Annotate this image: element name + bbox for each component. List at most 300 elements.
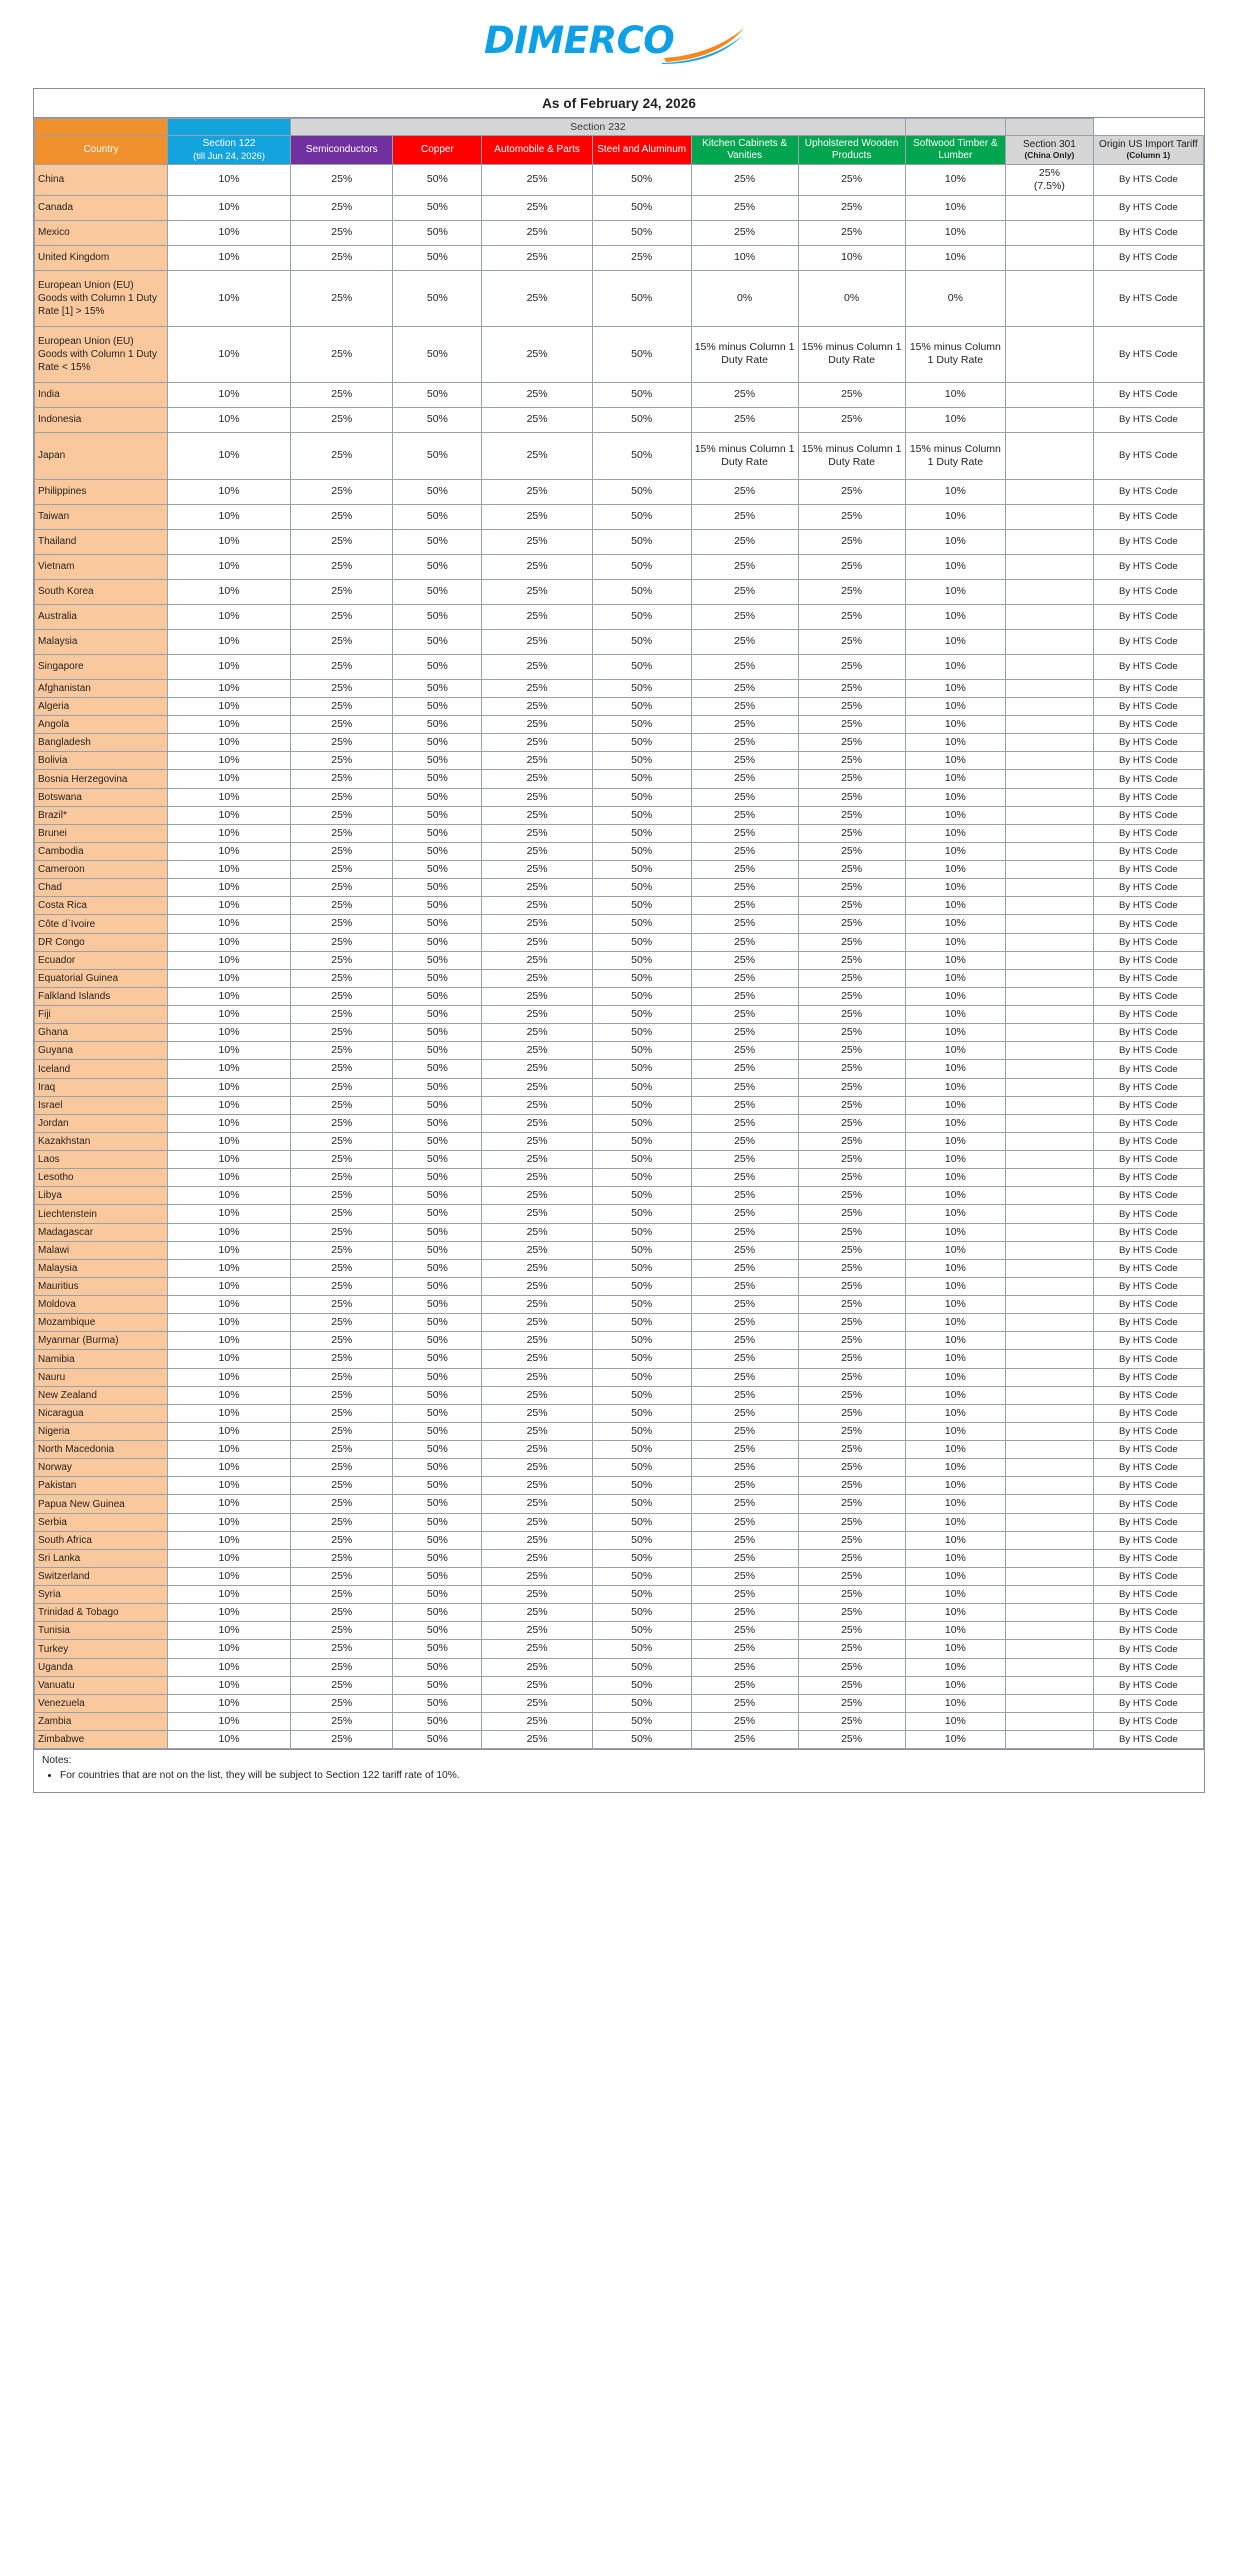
cell-rate: 10%	[905, 554, 1006, 579]
cell-rate	[1006, 245, 1094, 270]
cell-rate: 25%	[291, 1314, 393, 1332]
cell-rate: 10%	[905, 1459, 1006, 1477]
table-row	[35, 1604, 1204, 1622]
col-header-semiconductors[interactable]	[291, 136, 393, 165]
table-row	[35, 1078, 1204, 1096]
cell-origin-tariff: By HTS Code	[1093, 1006, 1203, 1024]
cell-rate: 25%	[798, 933, 905, 951]
cell-origin-tariff: By HTS Code	[1093, 1368, 1203, 1386]
cell-rate	[1006, 679, 1094, 697]
table-row	[35, 1096, 1204, 1114]
col-header-steel-aluminum[interactable]	[592, 136, 691, 165]
cell-rate: 10%	[905, 788, 1006, 806]
cell-rate: 25%	[691, 1640, 798, 1658]
cell-rate: 25%	[798, 1132, 905, 1150]
col-header-origin[interactable]	[1093, 136, 1203, 165]
cell-country: Turkey	[35, 1640, 168, 1658]
cell-rate: 50%	[592, 1549, 691, 1567]
cell-rate: 25%	[798, 1567, 905, 1585]
cell-country: Ecuador	[35, 951, 168, 969]
cell-rate: 25%	[291, 734, 393, 752]
cell-rate: 50%	[592, 734, 691, 752]
cell-rate: 50%	[592, 1531, 691, 1549]
cell-rate: 50%	[393, 987, 482, 1005]
cell-rate: 50%	[393, 579, 482, 604]
cell-rate: 25%	[691, 654, 798, 679]
cell-rate: 10%	[905, 716, 1006, 734]
cell-country: South Africa	[35, 1531, 168, 1549]
col-header-section301[interactable]	[1006, 136, 1094, 165]
cell-rate	[1006, 220, 1094, 245]
cell-origin-tariff: By HTS Code	[1093, 897, 1203, 915]
table-row	[35, 1024, 1204, 1042]
cell-rate: 25%	[798, 1712, 905, 1730]
cell-rate: 10%	[167, 951, 290, 969]
cell-country: Bosnia Herzegovina	[35, 770, 168, 788]
cell-rate: 50%	[592, 1277, 691, 1295]
cell-country: Fiji	[35, 1006, 168, 1024]
cell-rate: 50%	[393, 1441, 482, 1459]
cell-rate: 25%	[291, 1549, 393, 1567]
cell-origin-tariff: By HTS Code	[1093, 479, 1203, 504]
cell-rate: 25%	[691, 1731, 798, 1749]
cell-rate	[1006, 1151, 1094, 1169]
col-header-upholstered[interactable]	[798, 136, 905, 165]
cell-rate: 25%	[691, 1422, 798, 1440]
column-header-row	[35, 136, 1204, 165]
cell-country: Cambodia	[35, 842, 168, 860]
cell-rate: 25%	[482, 1694, 592, 1712]
cell-rate: 50%	[393, 629, 482, 654]
cell-rate: 10%	[905, 1731, 1006, 1749]
table-row	[35, 1132, 1204, 1150]
cell-rate: 25%	[798, 579, 905, 604]
cell-rate: 25%	[798, 164, 905, 195]
cell-country: Thailand	[35, 529, 168, 554]
table-row	[35, 897, 1204, 915]
cell-rate: 10%	[905, 1658, 1006, 1676]
cell-rate: 50%	[592, 270, 691, 326]
cell-origin-tariff: By HTS Code	[1093, 1223, 1203, 1241]
cell-origin-tariff: By HTS Code	[1093, 629, 1203, 654]
cell-rate: 50%	[592, 788, 691, 806]
cell-rate: 10%	[167, 1422, 290, 1440]
cell-rate: 25%	[291, 1459, 393, 1477]
cell-rate: 50%	[393, 1096, 482, 1114]
cell-country: Lesotho	[35, 1169, 168, 1187]
cell-rate: 25%	[798, 1006, 905, 1024]
cell-rate: 50%	[393, 1622, 482, 1640]
cell-country: Zambia	[35, 1712, 168, 1730]
cell-rate: 25%	[291, 1567, 393, 1585]
cell-rate: 25%	[691, 220, 798, 245]
table-row	[35, 1259, 1204, 1277]
cell-rate: 25%	[291, 1694, 393, 1712]
cell-rate: 50%	[592, 1132, 691, 1150]
col-header-country[interactable]	[35, 136, 168, 165]
cell-rate: 10%	[167, 220, 290, 245]
cell-rate: 50%	[393, 479, 482, 504]
cell-rate: 25%	[482, 554, 592, 579]
cell-rate: 10%	[905, 1350, 1006, 1368]
table-head	[35, 119, 1204, 165]
col-header-softwood[interactable]	[905, 136, 1006, 165]
cell-rate: 25%	[482, 432, 592, 479]
cell-origin-tariff: By HTS Code	[1093, 770, 1203, 788]
col-header-section122[interactable]	[167, 136, 290, 165]
cell-rate: 10%	[167, 1151, 290, 1169]
cell-rate: 25%	[798, 1078, 905, 1096]
cell-rate: 25%	[482, 604, 592, 629]
cell-rate: 10%	[905, 479, 1006, 504]
cell-rate: 25%	[482, 842, 592, 860]
cell-rate: 10%	[167, 969, 290, 987]
cell-rate: 25%	[482, 270, 592, 326]
cell-rate: 25%	[691, 1296, 798, 1314]
cell-rate: 50%	[393, 1477, 482, 1495]
cell-rate: 25%	[291, 1622, 393, 1640]
cell-rate: 10%	[167, 824, 290, 842]
cell-rate: 25%	[691, 1060, 798, 1078]
cell-rate: 10%	[905, 1513, 1006, 1531]
cell-country: Nigeria	[35, 1422, 168, 1440]
cell-rate: 25%	[291, 969, 393, 987]
cell-rate: 25%	[291, 1296, 393, 1314]
cell-rate: 25%	[691, 1314, 798, 1332]
table-row	[35, 1531, 1204, 1549]
cell-rate: 25%	[291, 1223, 393, 1241]
cell-rate: 25%	[482, 1658, 592, 1676]
cell-rate: 50%	[393, 1731, 482, 1749]
cell-rate: 10%	[905, 1441, 1006, 1459]
cell-rate: 25%	[291, 806, 393, 824]
cell-rate: 10%	[167, 1296, 290, 1314]
cell-rate: 10%	[905, 1187, 1006, 1205]
table-row	[35, 861, 1204, 879]
cell-rate: 25%	[798, 1332, 905, 1350]
cell-rate: 10%	[167, 1604, 290, 1622]
cell-rate: 50%	[393, 933, 482, 951]
cell-rate: 25%	[691, 1078, 798, 1096]
cell-rate: 10%	[905, 1006, 1006, 1024]
cell-rate: 50%	[592, 1006, 691, 1024]
cell-rate: 50%	[393, 1132, 482, 1150]
cell-rate: 25%	[291, 824, 393, 842]
cell-rate: 10%	[167, 579, 290, 604]
cell-rate: 50%	[592, 824, 691, 842]
cell-origin-tariff: By HTS Code	[1093, 1096, 1203, 1114]
table-row	[35, 806, 1204, 824]
cell-rate: 25%	[482, 1187, 592, 1205]
cell-rate: 10%	[905, 1096, 1006, 1114]
cell-origin-tariff: By HTS Code	[1093, 1477, 1203, 1495]
cell-country: Brunei	[35, 824, 168, 842]
cell-rate: 10%	[905, 220, 1006, 245]
cell-rate: 25%	[482, 1006, 592, 1024]
cell-rate: 25%	[291, 1422, 393, 1440]
col-header-copper[interactable]	[393, 136, 482, 165]
cell-origin-tariff: By HTS Code	[1093, 382, 1203, 407]
cell-rate: 10%	[905, 1477, 1006, 1495]
cell-rate: 25%	[291, 554, 393, 579]
band-country-spacer	[35, 119, 168, 136]
table-row	[35, 842, 1204, 860]
cell-rate: 10%	[167, 1350, 290, 1368]
cell-rate: 25%	[798, 987, 905, 1005]
cell-rate: 10%	[905, 1422, 1006, 1440]
cell-rate: 25%	[482, 1314, 592, 1332]
table-row	[35, 164, 1204, 195]
cell-rate: 25%	[798, 1386, 905, 1404]
cell-rate: 10%	[167, 1096, 290, 1114]
cell-country: Madagascar	[35, 1223, 168, 1241]
cell-rate: 50%	[393, 1187, 482, 1205]
cell-rate: 10%	[905, 1314, 1006, 1332]
cell-origin-tariff: By HTS Code	[1093, 1441, 1203, 1459]
cell-rate: 50%	[592, 1314, 691, 1332]
cell-rate: 25%	[482, 752, 592, 770]
cell-rate: 25%	[691, 164, 798, 195]
cell-rate: 25%	[798, 504, 905, 529]
cell-rate: 25%	[798, 1658, 905, 1676]
cell-rate: 50%	[592, 897, 691, 915]
cell-rate: 25%	[691, 554, 798, 579]
table-row	[35, 697, 1204, 715]
cell-rate: 50%	[393, 529, 482, 554]
cell-rate: 25%	[798, 861, 905, 879]
cell-rate: 50%	[592, 1078, 691, 1096]
cell-rate: 25%	[691, 1604, 798, 1622]
cell-rate: 25%	[691, 1114, 798, 1132]
cell-rate: 25%	[798, 1422, 905, 1440]
cell-rate	[1006, 752, 1094, 770]
table-row	[35, 1169, 1204, 1187]
cell-rate: 25%	[691, 969, 798, 987]
cell-rate: 10%	[167, 1060, 290, 1078]
cell-rate: 10%	[167, 1042, 290, 1060]
col-header-kitchen[interactable]	[691, 136, 798, 165]
cell-rate: 50%	[393, 679, 482, 697]
cell-rate: 10%	[905, 164, 1006, 195]
cell-country: Cameroon	[35, 861, 168, 879]
cell-rate: 25%	[691, 382, 798, 407]
cell-rate: 50%	[393, 1314, 482, 1332]
cell-rate: 50%	[592, 770, 691, 788]
table-row	[35, 326, 1204, 382]
cell-rate: 25%	[798, 1622, 905, 1640]
cell-origin-tariff: By HTS Code	[1093, 734, 1203, 752]
cell-rate	[1006, 1259, 1094, 1277]
cell-rate: 10%	[167, 897, 290, 915]
cell-rate: 25%	[482, 629, 592, 654]
cell-rate	[1006, 326, 1094, 382]
cell-rate: 50%	[393, 245, 482, 270]
cell-rate: 25%	[798, 915, 905, 933]
cell-rate	[1006, 1024, 1094, 1042]
table-row	[35, 407, 1204, 432]
cell-rate	[1006, 382, 1094, 407]
cell-rate: 10%	[167, 529, 290, 554]
cell-rate: 25%	[691, 1096, 798, 1114]
cell-rate: 25%	[691, 579, 798, 604]
cell-rate	[1006, 1006, 1094, 1024]
cell-rate: 50%	[592, 1259, 691, 1277]
cell-rate	[1006, 195, 1094, 220]
table-row	[35, 770, 1204, 788]
col-header-automobile[interactable]	[482, 136, 592, 165]
cell-rate: 25%	[482, 245, 592, 270]
cell-rate: 50%	[393, 604, 482, 629]
table-row	[35, 1114, 1204, 1132]
cell-rate: 10%	[905, 1042, 1006, 1060]
cell-country: Malaysia	[35, 629, 168, 654]
cell-rate: 25%	[482, 1640, 592, 1658]
cell-rate: 25%	[691, 933, 798, 951]
cell-rate: 50%	[393, 1640, 482, 1658]
cell-rate	[1006, 1640, 1094, 1658]
cell-rate: 25% (7.5%)	[1006, 164, 1094, 195]
note-item: • For countries that are not on the list, they will be subject to Section 122 tariff rate of 10%.	[60, 1769, 1196, 1784]
cell-rate: 25%	[482, 1586, 592, 1604]
cell-origin-tariff: By HTS Code	[1093, 1169, 1203, 1187]
table-row	[35, 788, 1204, 806]
cell-rate: 50%	[393, 897, 482, 915]
cell-rate: 10%	[905, 1024, 1006, 1042]
cell-country: Equatorial Guinea	[35, 969, 168, 987]
cell-origin-tariff: By HTS Code	[1093, 270, 1203, 326]
cell-origin-tariff: By HTS Code	[1093, 1694, 1203, 1712]
cell-rate: 25%	[691, 1205, 798, 1223]
cell-rate: 50%	[592, 752, 691, 770]
cell-rate: 50%	[592, 382, 691, 407]
cell-rate: 25%	[482, 1151, 592, 1169]
cell-rate: 10%	[905, 195, 1006, 220]
cell-rate	[1006, 1694, 1094, 1712]
cell-country: Taiwan	[35, 504, 168, 529]
cell-rate: 10%	[167, 1531, 290, 1549]
cell-rate: 10%	[905, 1694, 1006, 1712]
cell-rate: 25%	[798, 554, 905, 579]
cell-rate: 25%	[691, 1676, 798, 1694]
cell-rate	[1006, 1513, 1094, 1531]
table-row	[35, 432, 1204, 479]
cell-rate: 50%	[393, 951, 482, 969]
cell-rate: 25%	[291, 1060, 393, 1078]
cell-rate: 25%	[691, 879, 798, 897]
cell-rate: 50%	[393, 1223, 482, 1241]
cell-rate: 25%	[798, 604, 905, 629]
cell-origin-tariff: By HTS Code	[1093, 1132, 1203, 1150]
cell-rate: 50%	[393, 504, 482, 529]
cell-rate: 50%	[393, 788, 482, 806]
cell-rate: 10%	[905, 1495, 1006, 1513]
cell-country: Guyana	[35, 1042, 168, 1060]
cell-rate: 10%	[905, 987, 1006, 1005]
cell-rate: 25%	[691, 716, 798, 734]
cell-rate: 10%	[167, 1223, 290, 1241]
cell-rate: 25%	[691, 1042, 798, 1060]
cell-origin-tariff: By HTS Code	[1093, 1259, 1203, 1277]
cell-country: Jordan	[35, 1114, 168, 1132]
cell-rate: 25%	[482, 1296, 592, 1314]
table-row	[35, 679, 1204, 697]
cell-origin-tariff: By HTS Code	[1093, 842, 1203, 860]
cell-rate: 25%	[691, 1404, 798, 1422]
cell-country: Tunisia	[35, 1622, 168, 1640]
cell-rate: 50%	[592, 933, 691, 951]
cell-rate: 50%	[592, 1731, 691, 1749]
cell-rate: 10%	[167, 1241, 290, 1259]
cell-rate	[1006, 1422, 1094, 1440]
tariff-table-frame	[33, 88, 1205, 1750]
cell-rate: 50%	[393, 1350, 482, 1368]
cell-rate: 15% minus Column 1 Duty Rate	[905, 432, 1006, 479]
cell-origin-tariff: By HTS Code	[1093, 1567, 1203, 1585]
cell-country: India	[35, 382, 168, 407]
cell-rate: 15% minus Column 1 Duty Rate	[798, 326, 905, 382]
cell-rate: 25%	[691, 1368, 798, 1386]
cell-rate: 25%	[798, 479, 905, 504]
cell-rate	[1006, 479, 1094, 504]
cell-rate	[1006, 1386, 1094, 1404]
cell-origin-tariff: By HTS Code	[1093, 1350, 1203, 1368]
cell-rate: 25%	[691, 1332, 798, 1350]
cell-rate: 50%	[592, 1676, 691, 1694]
cell-rate: 50%	[592, 479, 691, 504]
cell-rate: 50%	[393, 1169, 482, 1187]
cell-rate: 25%	[798, 1096, 905, 1114]
cell-rate: 10%	[167, 1386, 290, 1404]
cell-rate: 25%	[798, 407, 905, 432]
cell-rate	[1006, 270, 1094, 326]
cell-rate: 10%	[905, 1404, 1006, 1422]
cell-rate: 25%	[482, 1513, 592, 1531]
cell-rate: 25%	[482, 1259, 592, 1277]
cell-rate: 25%	[291, 897, 393, 915]
cell-rate: 25%	[691, 195, 798, 220]
cell-rate: 50%	[393, 1024, 482, 1042]
cell-rate: 50%	[592, 1640, 691, 1658]
cell-rate: 25%	[291, 604, 393, 629]
cell-rate	[1006, 697, 1094, 715]
cell-country: Namibia	[35, 1350, 168, 1368]
cell-rate: 10%	[905, 1277, 1006, 1295]
cell-rate	[1006, 1368, 1094, 1386]
cell-rate: 10%	[167, 479, 290, 504]
cell-country: Mauritius	[35, 1277, 168, 1295]
cell-origin-tariff: By HTS Code	[1093, 1296, 1203, 1314]
cell-rate: 25%	[691, 788, 798, 806]
cell-rate: 25%	[798, 1296, 905, 1314]
cell-rate: 10%	[167, 245, 290, 270]
cell-rate	[1006, 897, 1094, 915]
cell-country: Canada	[35, 195, 168, 220]
cell-rate: 10%	[167, 1404, 290, 1422]
cell-country: Mexico	[35, 220, 168, 245]
cell-rate	[1006, 1277, 1094, 1295]
cell-rate	[1006, 1350, 1094, 1368]
cell-rate: 25%	[691, 1622, 798, 1640]
cell-rate: 25%	[291, 1151, 393, 1169]
cell-rate: 10%	[167, 1658, 290, 1676]
cell-rate: 10%	[167, 1169, 290, 1187]
cell-origin-tariff: By HTS Code	[1093, 697, 1203, 715]
table-row	[35, 1622, 1204, 1640]
cell-rate	[1006, 734, 1094, 752]
table-row	[35, 752, 1204, 770]
cell-rate: 25%	[482, 1042, 592, 1060]
cell-rate: 25%	[291, 1205, 393, 1223]
